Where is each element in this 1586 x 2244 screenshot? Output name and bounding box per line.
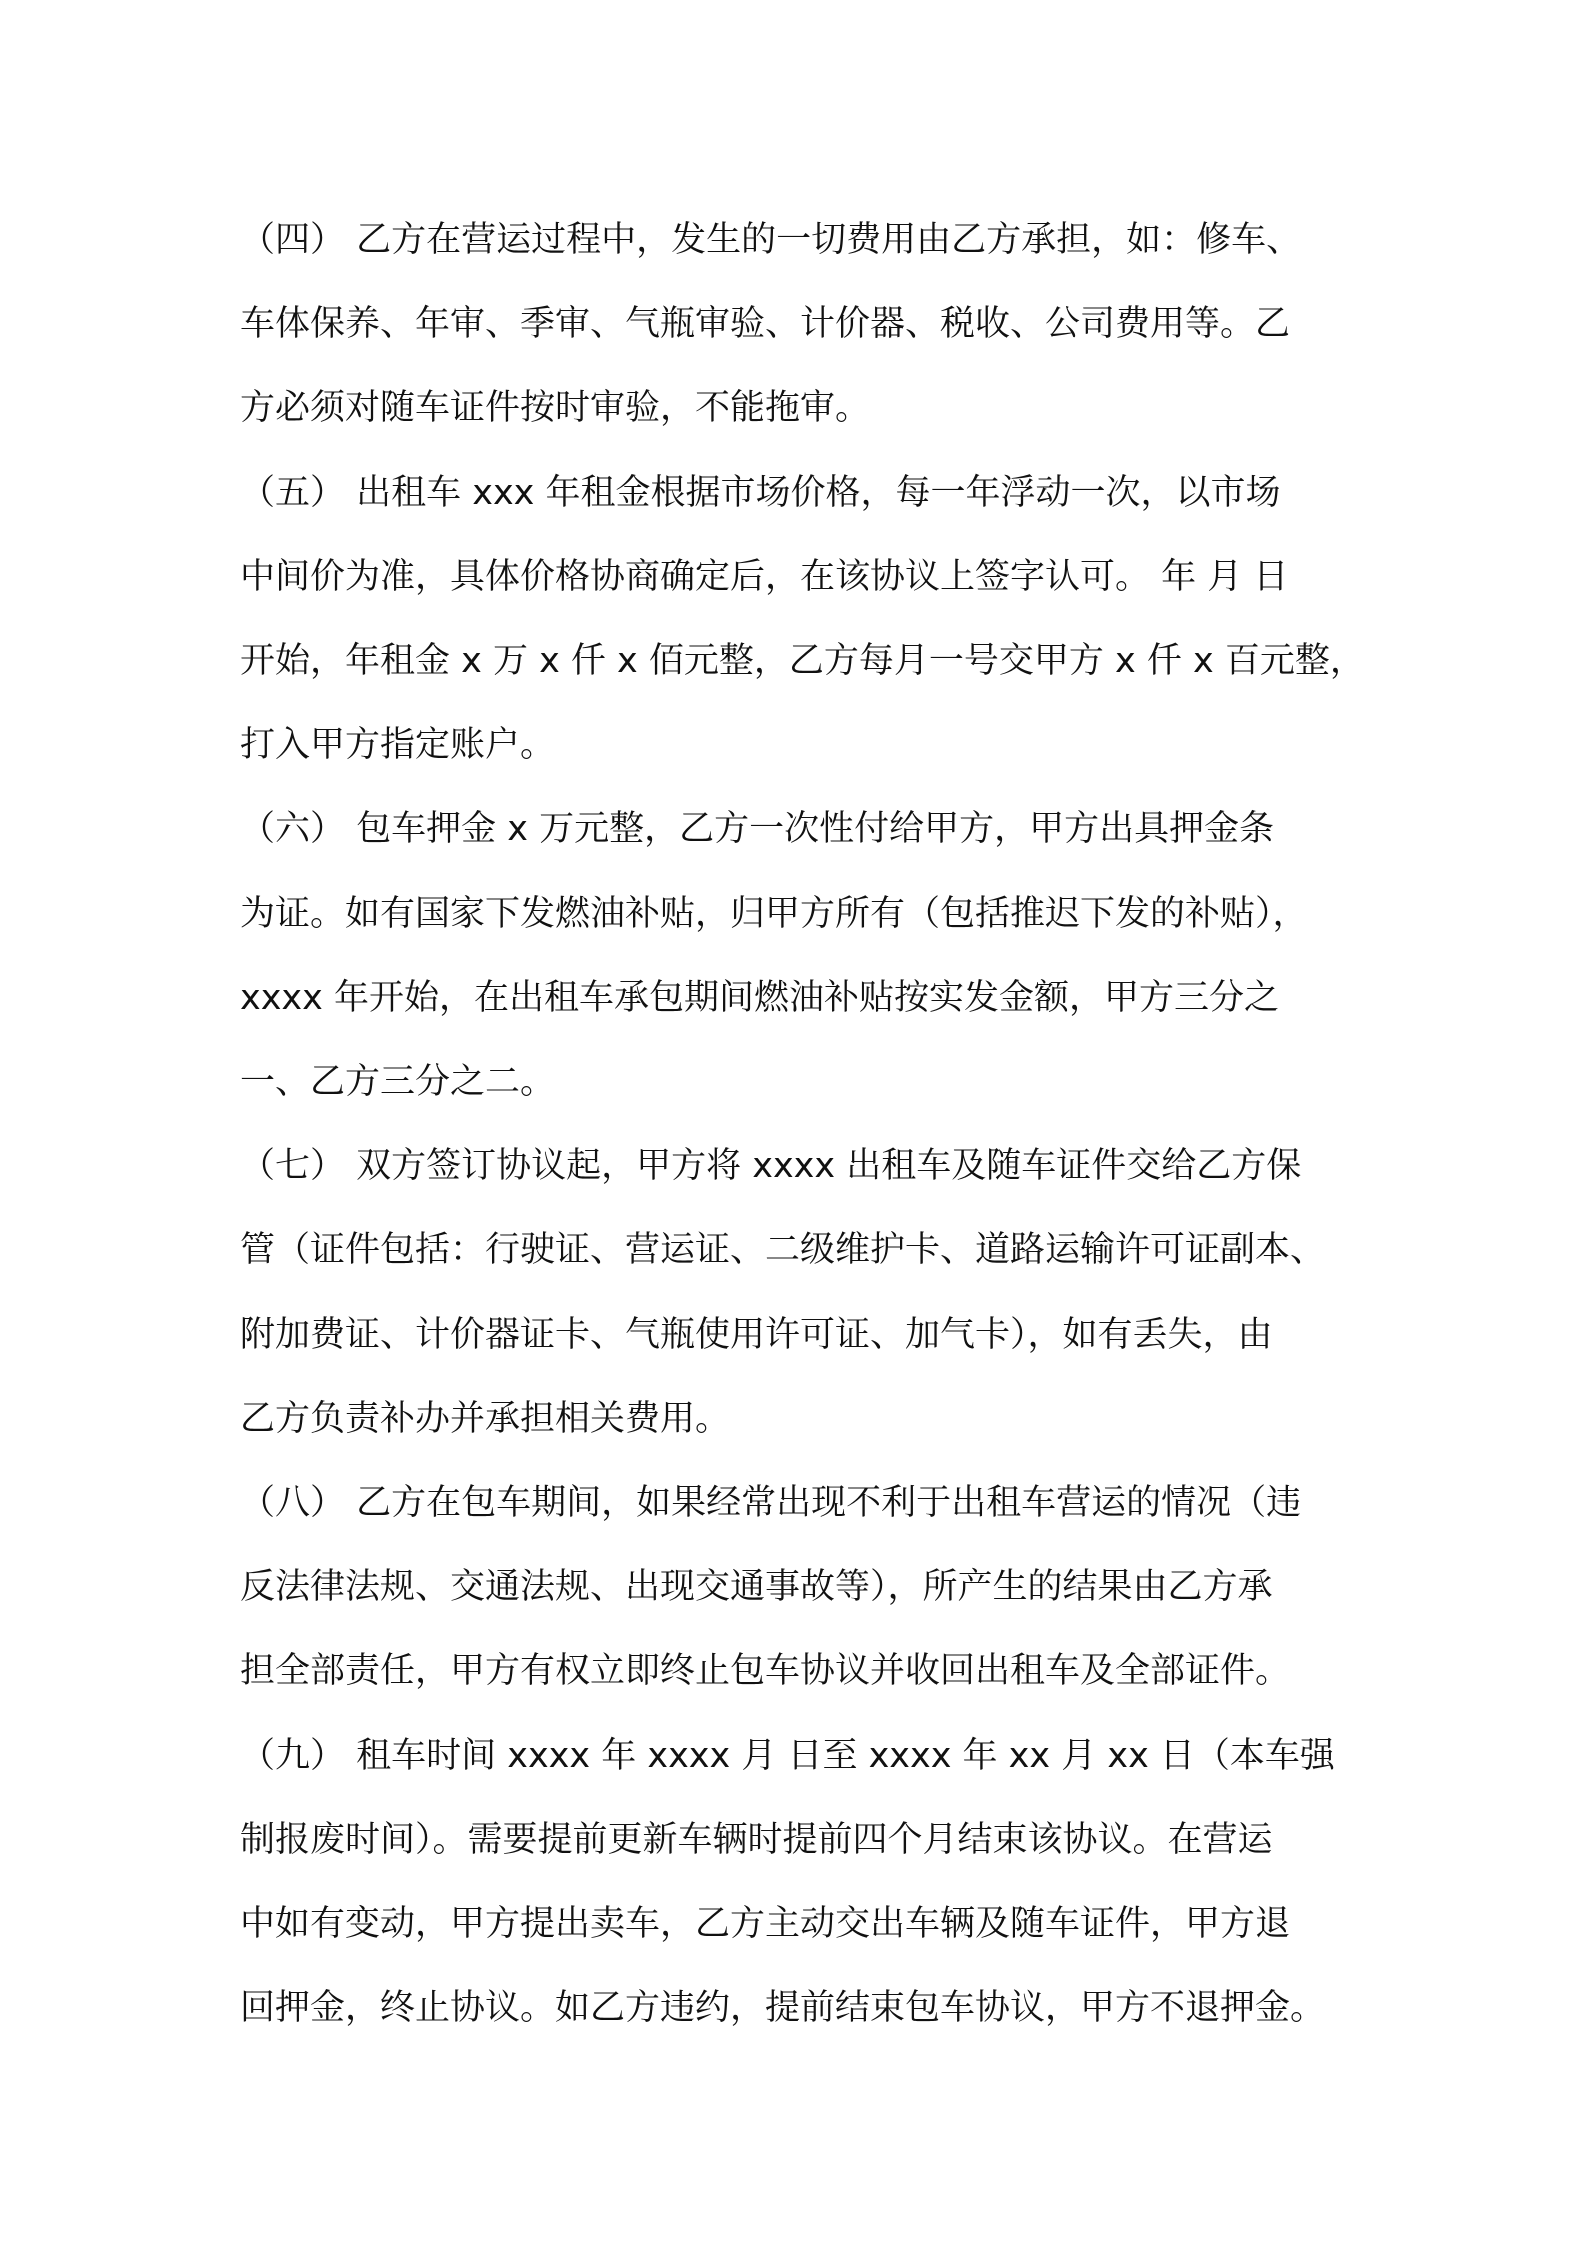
clause-4-line-1: （四） 乙方在营运过程中，发生的一切费用由乙方承担，如：修车、 xyxy=(240,220,1302,260)
clause-6-line-4: 一、乙方三分之二。 xyxy=(240,1062,556,1103)
clause-6 xyxy=(240,787,1586,1124)
clause-9-line-1: （九） 租车时间 xxxx 年 xxxx 月 日至 xxxx 年 xx 月 xx 日（本车强 xyxy=(240,1735,1335,1776)
clause-4 xyxy=(240,198,1586,451)
clause-8-line-2: 反法律法规、交通法规、出现交通事故等），所产生的结果由乙方承 xyxy=(240,1567,1273,1608)
clause-6-line-1: （六） 包车押金 x 万元整，乙方一次性付给甲方，甲方出具押金条 xyxy=(240,809,1275,850)
clause-9 xyxy=(240,1714,1586,2051)
clause-8 xyxy=(240,1461,1586,1714)
clause-5-line-2: 中间价为准，具体价格协商确定后，在该协议上签字认可。 年 月 日 xyxy=(240,556,1289,597)
clause-9-line-2: 制报废时间）。需要提前更新车辆时提前四个月结束该协议。在营运 xyxy=(240,1819,1273,1860)
clause-7-line-4: 乙方负责补办并承担相关费用。 xyxy=(240,1398,731,1439)
clause-8-line-3: 担全部责任，甲方有权立即终止包车协议并收回出租车及全部证件。 xyxy=(240,1651,1291,1692)
clause-5-line-1: （五） 出租车 xxx 年租金根据市场价格，每一年浮动一次，以市场 xyxy=(240,472,1281,513)
document-body xyxy=(240,198,1586,2050)
clause-7 xyxy=(240,1124,1586,1461)
clause-6-line-3: xxxx 年开始，在出租车承包期间燃油补贴按实发金额，甲方三分之 xyxy=(240,977,1279,1018)
clause-5-line-4: 打入甲方指定账户。 xyxy=(240,725,556,766)
clause-7-line-3: 附加费证、计价器证卡、气瓶使用许可证、加气卡），如有丢失，由 xyxy=(240,1314,1273,1355)
clause-4-line-2: 车体保养、年审、季审、气瓶审验、计价器、税收、公司费用等。乙 xyxy=(240,304,1291,345)
clause-7-line-2: 管（证件包括：行驶证、营运证、二级维护卡、道路运输许可证副本、 xyxy=(240,1230,1326,1271)
clause-9-line-3: 中如有变动，甲方提出卖车，乙方主动交出车辆及随车证件，甲方退 xyxy=(240,1904,1291,1945)
clause-5 xyxy=(240,451,1586,788)
clause-8-line-1: （八） 乙方在包车期间，如果经常出现不利于出租车营运的情况（违 xyxy=(240,1483,1302,1524)
clause-7-line-1: （七） 双方签订协议起，甲方将 xxxx 出租车及随车证件交给乙方保 xyxy=(240,1146,1302,1187)
clause-4-line-3: 方必须对随车证件按时审验，不能拖审。 xyxy=(240,388,871,429)
clause-9-line-4: 回押金，终止协议。如乙方违约，提前结束包车协议，甲方不退押金。 xyxy=(240,1988,1326,2029)
clause-5-line-3: 开始，年租金 x 万 x 仟 x 佰元整，乙方每月一号交甲方 x 仟 x 百元整， xyxy=(240,641,1365,682)
clause-6-line-2: 为证。如有国家下发燃油补贴，归甲方所有（包括推迟下发的补贴）， xyxy=(240,893,1308,934)
